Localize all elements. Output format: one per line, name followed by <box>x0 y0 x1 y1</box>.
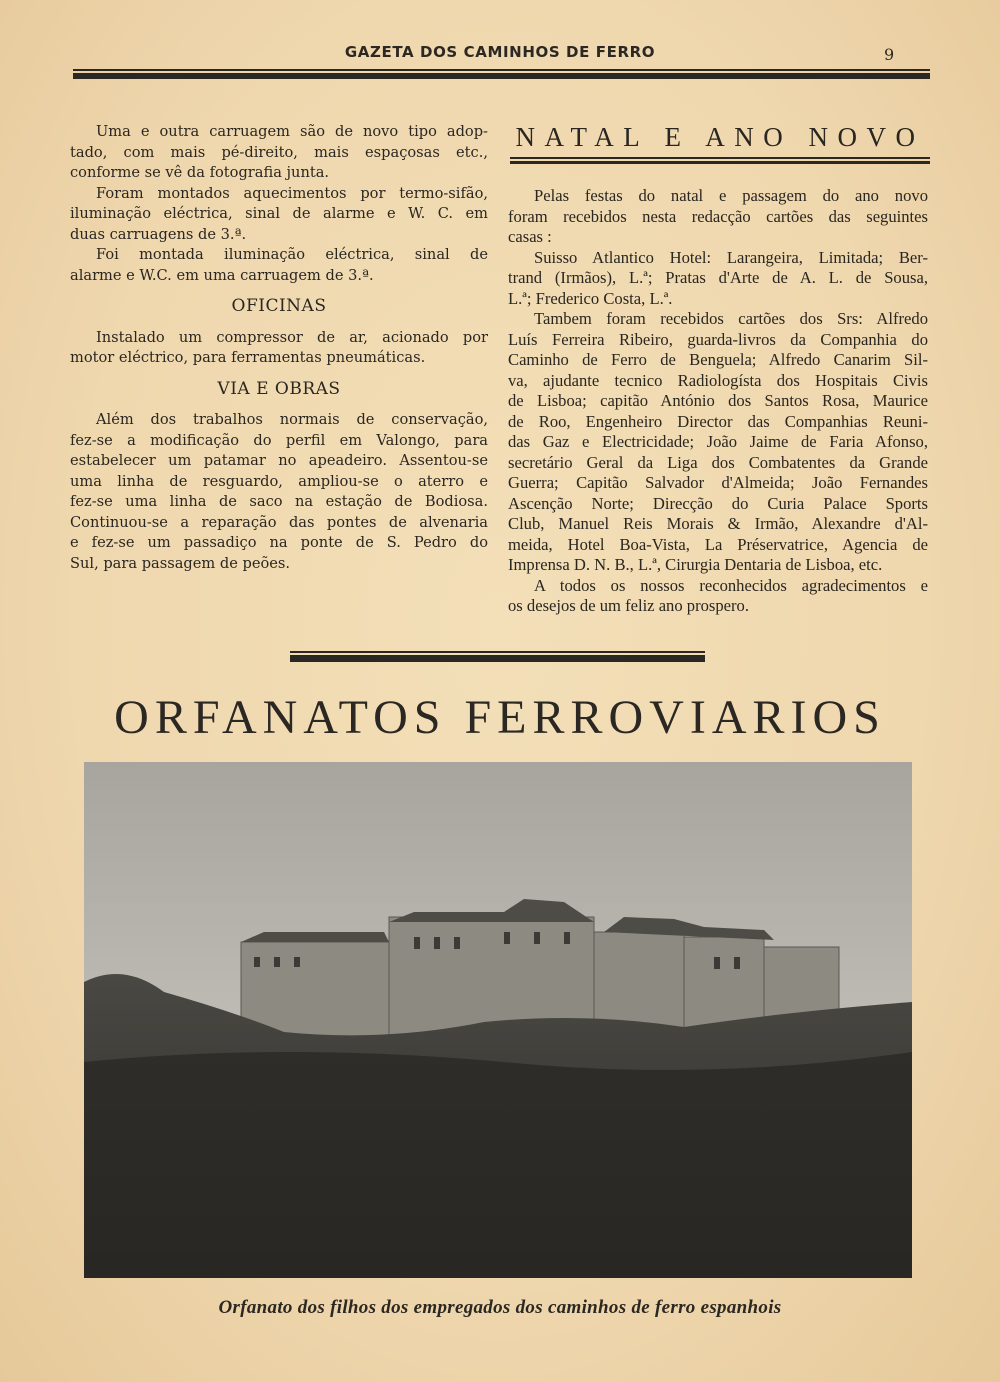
header-rule-thin <box>73 69 930 71</box>
text-line: e fez-se um passadiço na ponte de S. Pedro do <box>70 534 488 551</box>
text-line: Uma e outra carruagem são de novo tipo adop- <box>96 123 488 140</box>
publication-title: GAZETA DOS CAMINHOS DE FERRO <box>344 43 656 61</box>
paragraph <box>508 576 928 617</box>
text-line: Sul, para passagem de peões. <box>70 554 291 572</box>
text-line: Pelas festas do natal e passagem do ano novo <box>534 186 928 205</box>
text-line: fez-se uma linha de saco na estação de Bodiosa. <box>70 493 488 510</box>
text-line: Tambem foram recebidos cartões dos Srs: Alfredo <box>534 309 928 328</box>
paragraph <box>70 184 488 246</box>
title-rule-thick <box>290 655 705 662</box>
text-line: trand (Irmãos), L.ª; Pratas d'Arte de A. L. de Sousa, <box>508 268 928 287</box>
text-line: va, ajudante tecnico Radiologísta dos Hospitais Civis <box>508 370 928 390</box>
text-line: de Roo, Engenheiro Director das Companhias Reuni- <box>508 411 928 431</box>
feature-title: ORFANATOS FERROVIARIOS <box>114 691 886 744</box>
text-line: uma linha de resguardo, ampliou-se o aterro e <box>70 472 488 490</box>
text-line: de Lisboa; capitão António dos Santos Rosa, Maurice <box>508 391 928 410</box>
text-line: Luís Ferreira Ribeiro, guarda-livros da Companhia do <box>508 329 928 349</box>
text-line: os desejos de um feliz ano prospero. <box>508 596 750 615</box>
text-line: Ascenção Norte; Direcção do Curia Palace Sports <box>508 493 928 513</box>
paragraph <box>70 328 488 369</box>
oficinas-section <box>70 328 488 369</box>
text-line: Guerra; Capitão Salvador d'Almeida; João Fernandes <box>508 473 928 492</box>
orphanage-photo <box>84 762 912 1278</box>
text-line: casas : <box>508 227 552 246</box>
paragraph <box>508 186 928 248</box>
page-number: 9 <box>884 45 895 64</box>
text-line: Foi montada iluminação eléctrica, sinal de <box>96 246 488 263</box>
text-line: Suisso Atlantico Hotel: Larangeira, Limitada; Ber- <box>534 247 928 267</box>
text-line: Foram montados aquecimentos por termo-sifão, <box>96 184 488 202</box>
paragraph <box>70 122 488 184</box>
text-line: A todos os nossos reconhecidos agradecimentos e <box>534 575 928 595</box>
header-rule-thick <box>73 73 930 79</box>
photo-caption: Orfanato dos filhos dos empregados dos caminhos de ferro espanhois <box>218 1297 782 1318</box>
text-line: foram recebidos nesta redacção cartões das seguintes <box>508 206 928 226</box>
paragraph <box>70 410 488 574</box>
natal-section <box>508 186 928 617</box>
text-line: conforme se vê da fotografia junta. <box>70 164 330 181</box>
text-line: tado, com mais pé-direito, mais espaçosas etc., <box>70 143 488 161</box>
text-line: das Gaz e Electricidade; João Jaime de Faria Afonso, <box>508 432 928 451</box>
orphanage-building-image <box>84 762 912 1278</box>
title-rule-thin <box>290 651 705 653</box>
natal-heading: NATAL E ANO NOVO <box>515 122 925 152</box>
right-column <box>508 186 928 617</box>
intro-section <box>70 122 488 286</box>
text-line: estabelecer um patamar no apeadeiro. Assentou-se <box>70 452 488 469</box>
text-line: fez-se a modificação do perfil em Valongo, para <box>70 431 488 449</box>
paragraph <box>508 248 928 310</box>
text-line: secretário Geral da Liga dos Combatentes da Grande <box>508 452 928 472</box>
text-line: Club, Manuel Reis Morais & Irmão, Alexandre d'Al- <box>508 514 928 533</box>
text-line: Caminho de Ferro de Benguela; Alfredo Canarim Sil- <box>508 350 928 369</box>
via-obras-section <box>70 410 488 574</box>
text-line: motor eléctrico, para ferramentas pneumáticas. <box>70 349 426 366</box>
text-line: Instalado um compressor de ar, acionado por <box>96 328 488 346</box>
paragraph <box>70 245 488 286</box>
text-line: Imprensa D. N. B., L.ª, Cirurgia Dentaria de Lisboa, etc. <box>508 555 883 574</box>
text-line: Além dos trabalhos normais de conservação, <box>96 411 488 428</box>
natal-rule-thick <box>510 161 930 164</box>
via-obras-heading: VIA E OBRAS <box>217 378 341 399</box>
text-line: meida, Hotel Boa-Vista, La Préservatrice, Agencia de <box>508 534 928 554</box>
natal-rule-thin <box>510 157 930 159</box>
text-line: Continuou-se a reparação das pontes de alvenaria <box>70 513 488 531</box>
left-column <box>70 122 488 574</box>
text-line: alarme e W.C. em uma carruagem de 3.ª. <box>70 266 374 284</box>
oficinas-heading: OFICINAS <box>231 296 327 316</box>
paragraph <box>508 309 928 576</box>
text-line: duas carruagens de 3.ª. <box>70 225 247 243</box>
text-line: L.ª; Frederico Costa, L.ª. <box>508 288 673 308</box>
text-line: iluminação eléctrica, sinal de alarme e W. C. em <box>70 205 488 222</box>
